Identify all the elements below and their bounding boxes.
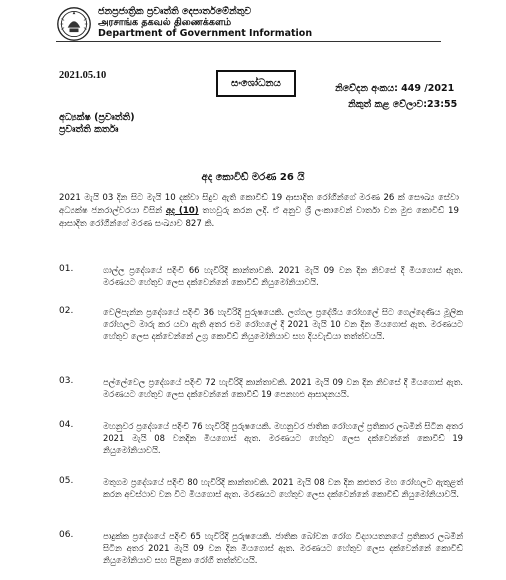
department-name-block (98, 6, 312, 39)
intro-highlight: අද (10) (165, 206, 199, 216)
entry-number: 05. (59, 476, 74, 486)
revision-stamp: සංශෝධනය (216, 70, 296, 97)
entry-number: 06. (59, 530, 74, 540)
intro-text-before: 2021 මැයි 03 දින සිට මැයි 10 දක්වා සිදුව ඇති කොවිඩ් 19 ආසාදිත රෝගීන්ගේ මරණ 26 ක් සෞඛ්‍ය සේවා අධ්‍යක්ෂ ජනරාල්වරයා විසින් (59, 193, 459, 216)
release-date: 2021.05.10 (59, 70, 107, 81)
entry-text: වෙලිපැන්න ප්‍රදේශයේ පදිංචි 36 හැවිරිදි පුරුෂයෙකි. ලග්ගල ප්‍රදේශීය රෝහලේ සිට ගෙල්දෙණිය මූලික රෝහලට මාරු කර යවා ඇති අතර එම රෝහලේ දී 2021 මැයි 10 වන දින මියගොස් ඇත. මරණයට හේතුව ලෙස දක්වෙන්නේ උග්‍ර කොවිඩ් නියුමෝනියාව සහ දියවැඩියා තත්ත්වයයි. (103, 307, 463, 341)
entry-text: පාදුක්ක ප්‍රදේශයේ පදිංචි 65 හැවිරිදි පුරුෂයෙකි. ජාතික බෝවන රෝග විද්‍යායතනයේ ප්‍රතිකාර ලබමින් සිටින අතර 2021 මැයි 09 වන දින මියගොස් ඇත. මරණයට හේතුව ලෙස දක්වෙන්නේ කොවිඩ් නියුමෝනියාව සහ පිළිකා රෝගී තත්ත්වයයි. (103, 531, 463, 565)
entry-number: 01. (59, 264, 74, 274)
release-time: නිකුත් කළ වේලාව:23:55 (348, 99, 458, 110)
entry-text: මතුගම ප්‍රදේශයේ පදිංචි 80 හැවිරිදි කාන්තාවකි. 2021 මැයි 08 වන දින කළුතර මහ රෝහලට ඇතුළත් කරන අවස්ථාව වන විට මියගොස් ඇත. මරණයට හේතුව ලෙස දක්වෙන්නේ කොවිඩ් නියුමෝනියාවයි. (103, 477, 463, 499)
dept-name-tamil: அரசாங்க தகவல் திணைக்களம் (98, 17, 232, 28)
dept-name-sinhala: ජනප්‍රජාත්‍රික ප්‍රවෘත්ති දෙපාර්තමේන්තුව (98, 6, 252, 17)
header-divider (56, 41, 441, 42)
entry-text: පල්ලේවෙල ප්‍රදේශයේ පදිංචි 72 හැවිරිදි කාන්තාවකි. 2021 මැයි 09 වන දින නිවසේ දී මියගොස් ඇත. මරණයට හේතුව ලෙස දක්වෙන්නේ කොවිඩ් 19 පෙනහළු ආසාදනයයි. (103, 377, 463, 399)
addressee-director: අධ්‍යක්ෂ (ප්‍රවෘත්ති) (59, 112, 135, 123)
entry-number: 04. (59, 420, 74, 430)
entry-number: 03. (59, 376, 74, 386)
intro-paragraph (59, 192, 459, 231)
addressee-block (59, 112, 135, 136)
release-number: නිවේදන අංකය: 449 /2021 (335, 83, 455, 94)
government-emblem-icon (56, 6, 92, 42)
entry-text: ගාල්ල ප්‍රදේශයේ පදිංචි 66 හැවිරිදි කාන්තාවකි. 2021 මැයි 09 වන දින නිවසේ දී මියගොස් ඇත. මරණයට හේතුව ලෙස දක්වෙන්නේ කොවිඩ් නියුමෝනියාවයි. (103, 265, 463, 287)
addressee-editor: ප්‍රවෘත්ති කර්තෘ (59, 124, 119, 135)
intro-text-after: තහවුරු කරන ලදී. ඒ අනුව ශ්‍රී ලංකාවෙන් වාර්තා වන මුළු කොවිඩ් 19 ආසාදිත රෝගීන්ගේ මරණ සංඛ්‍යාව 827 කි. (59, 206, 459, 229)
entry-text: මහනුවර ප්‍රදේශයේ පදිංචි 76 හැවිරිදි පුරුෂයෙකි. මහනුවර ජාතික රෝහලේ ප්‍රතිකාර ලබමින් සිටින අතර 2021 මැයි 08 වනදින මියගොස් ඇත. මරණයට හේතුව ලෙස දක්වෙන්නේ කොවිඩ් 19 නියුමෝනියාවයි. (103, 421, 463, 455)
entry-number: 02. (59, 306, 74, 316)
dept-name-english: Department of Government Information (98, 28, 313, 39)
release-title: අද කොවිඩ් මරණ 26 යි (201, 172, 305, 183)
